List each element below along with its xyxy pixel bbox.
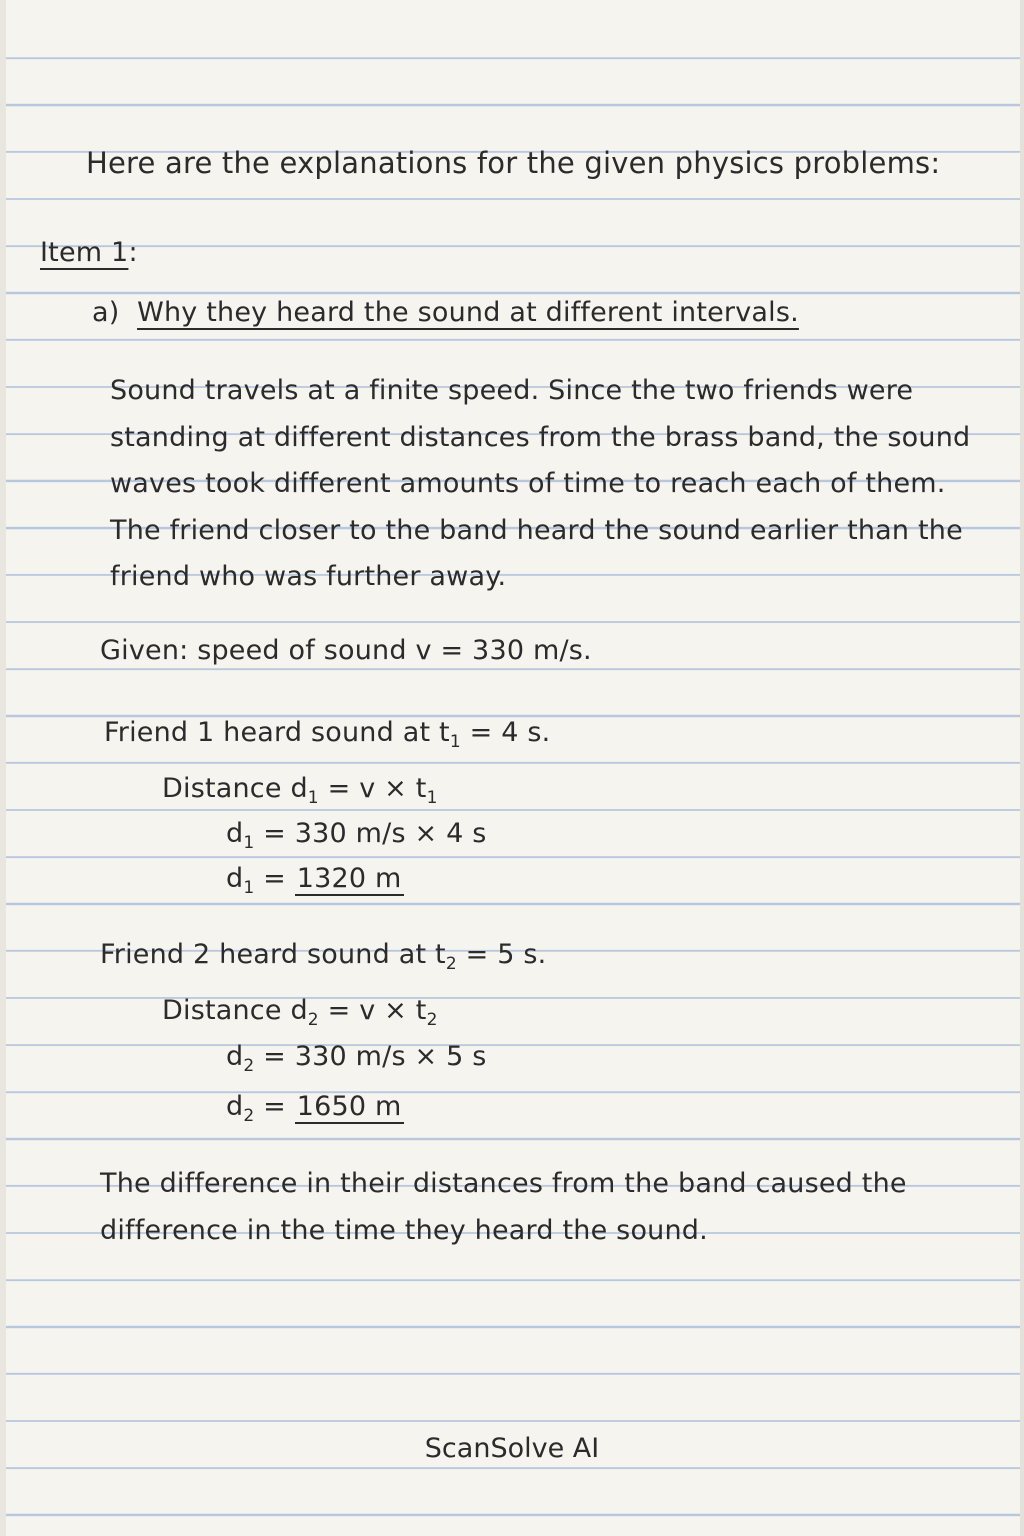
conclusion-line-2: difference in the time they heard the sound.: [100, 1215, 708, 1246]
friend1-heading-value: = 4 s.: [460, 717, 551, 748]
explanation-line-1: Sound travels at a finite speed. Since the two friends were: [110, 375, 914, 406]
friend2-heading-value: = 5 s.: [456, 939, 547, 970]
friend1-result-var: d: [226, 863, 244, 894]
friend2-formula: [162, 994, 438, 1028]
friend2-formula-rhs-sub: 2: [426, 1010, 438, 1030]
friend1-heading-text: Friend 1 heard sound at t: [104, 717, 450, 748]
conclusion-line-1: The difference in their distances from the band caused the: [100, 1168, 907, 1199]
item-heading: [40, 236, 138, 270]
friend1-result-sub: 1: [243, 878, 255, 898]
friend1-formula-label: Distance d: [162, 773, 308, 804]
friend1-heading-sub: 1: [449, 732, 461, 752]
item-label: Item 1: [40, 237, 129, 268]
item-colon: :: [128, 237, 138, 268]
friend2-formula-rhs: = v × t: [318, 995, 427, 1026]
friend1-calc-sub: 1: [243, 833, 255, 853]
explanation-line-3: waves took different amounts of time to reach each of them.: [110, 468, 946, 499]
friend2-result-var: d: [226, 1091, 244, 1122]
explanation-line-5: friend who was further away.: [110, 561, 507, 592]
friend1-calc-var: d: [226, 818, 244, 849]
footer-brand: ScanSolve AI: [424, 1433, 600, 1464]
friend2-result-value: 1650 m: [296, 1091, 402, 1122]
friend1-formula-sub: 1: [307, 788, 319, 808]
part-a-question: Why they heard the sound at different intervals.: [137, 297, 799, 328]
friend1-formula: [162, 772, 438, 806]
intro-text: Here are the explanations for the given physics problems:: [86, 146, 941, 180]
friend1-heading: [104, 716, 550, 750]
friend2-calculation: [226, 1040, 487, 1074]
friend2-calc-var: d: [226, 1041, 244, 1072]
friend2-heading-sub: 2: [445, 954, 457, 974]
explanation-line-2: standing at different distances from the brass band, the sound: [110, 422, 971, 453]
friend1-formula-rhs-sub: 1: [426, 788, 438, 808]
friend2-calc-rhs: = 330 m/s × 5 s: [254, 1041, 487, 1072]
friend2-heading-text: Friend 2 heard sound at t: [100, 939, 446, 970]
friend1-calc-rhs: = 330 m/s × 4 s: [254, 818, 487, 849]
friend1-formula-rhs: = v × t: [318, 773, 427, 804]
part-a-marker: a): [92, 297, 120, 328]
friend2-result: [226, 1090, 404, 1124]
friend2-calc-sub: 2: [243, 1056, 255, 1076]
friend2-result-eq: =: [254, 1091, 295, 1122]
given-line: Given: speed of sound v = 330 m/s.: [100, 635, 592, 666]
friend1-result-value: 1320 m: [296, 863, 402, 894]
part-a-heading: [92, 296, 799, 330]
friend2-formula-sub: 2: [307, 1010, 319, 1030]
friend1-calculation: [226, 817, 487, 851]
friend2-heading: [100, 938, 546, 972]
friend1-result: [226, 862, 404, 896]
friend1-result-eq: =: [254, 863, 295, 894]
explanation-line-4: The friend closer to the band heard the sound earlier than the: [110, 515, 963, 546]
friend2-result-sub: 2: [243, 1106, 255, 1126]
friend2-formula-label: Distance d: [162, 995, 308, 1026]
